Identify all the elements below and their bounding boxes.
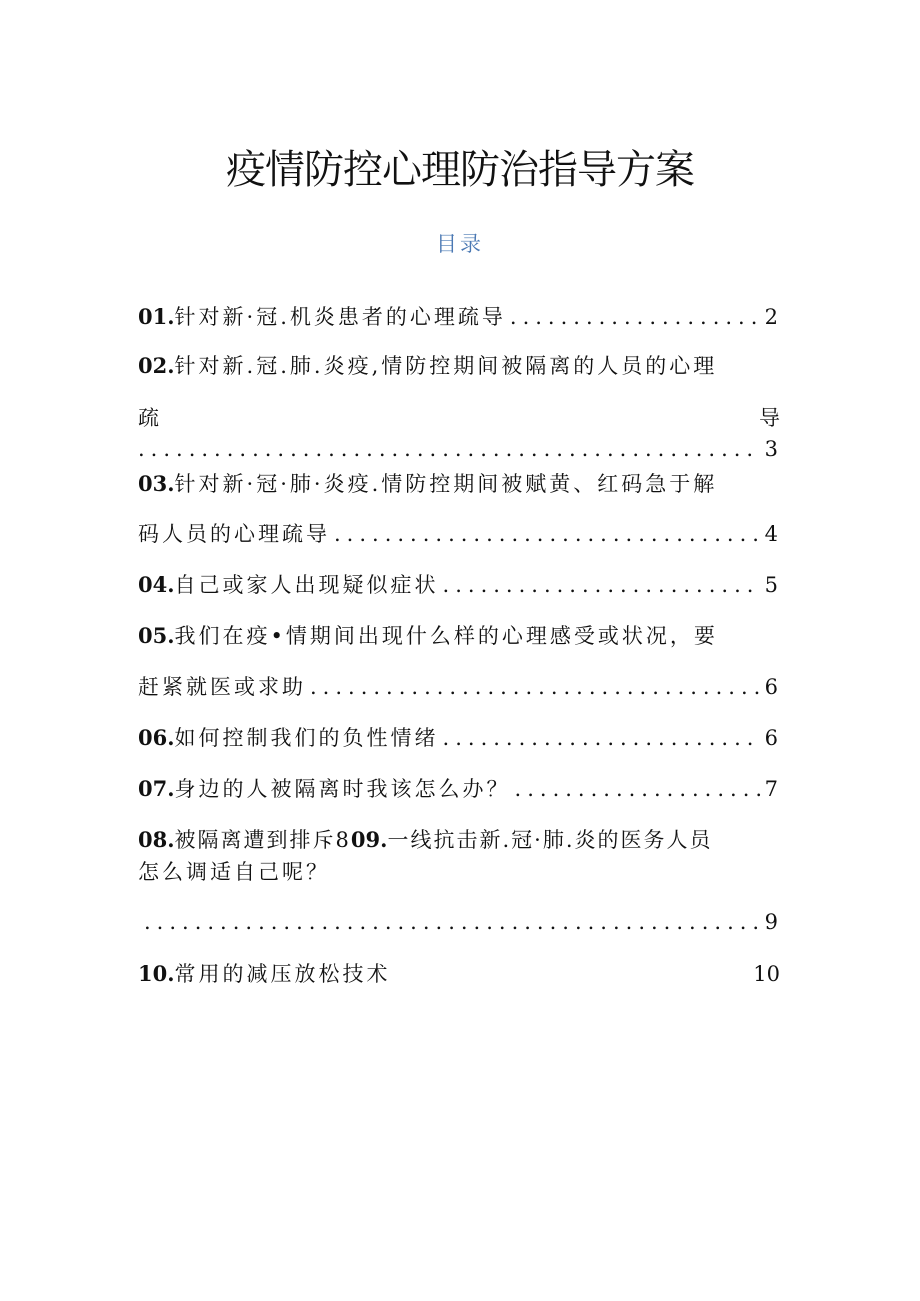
leader-dots <box>515 773 761 805</box>
entry-number: 10. <box>138 961 175 986</box>
entry-number-09: 09. <box>350 827 388 852</box>
entry-text: 针对新·冠.机炎患者的心理疏导 <box>174 305 506 329</box>
toc-entry-06[interactable] <box>138 722 778 754</box>
entry-number: 02. <box>138 353 175 378</box>
entry-text: 身边的人被隔离时我该怎么办？ <box>174 777 511 801</box>
entry-text: 我们在疫•情期间出现什么样的心理感受或状况，要 <box>174 624 718 648</box>
leader-dots <box>138 433 761 465</box>
entry-text: 被隔离遭到排斥8 <box>174 828 351 852</box>
entry-text-cont: 码人员的心理疏导 <box>138 522 330 546</box>
entry-number: 06. <box>138 725 175 750</box>
page-number: 6 <box>764 675 778 699</box>
toc-entry-05-cont <box>138 671 778 703</box>
entry-text-09: 一线抗击新.冠·肺.炎的医务人员 <box>387 828 713 852</box>
entry-text-cont: 怎么调适自己呢？ <box>138 860 330 884</box>
toc-entry-10[interactable] <box>138 958 778 990</box>
toc-heading: 目录 <box>436 232 484 256</box>
entry-number: 01. <box>138 304 175 329</box>
toc-entry-05[interactable] <box>138 620 778 652</box>
entry-number: 04. <box>138 572 175 597</box>
entry-text-cont-left: 疏 <box>138 406 162 430</box>
page-number: 3 <box>764 437 778 461</box>
entry-text: 针对新·冠·肺·炎疫.情防控期间被赋黄、红码急于解 <box>174 472 718 496</box>
toc-entry-09-dots <box>138 906 778 938</box>
page-number: 7 <box>764 777 778 801</box>
leader-dots <box>334 518 761 550</box>
toc-entry-02-cont <box>138 402 778 434</box>
toc-entry-04[interactable] <box>138 569 778 601</box>
document-title: 疫情防控心理防治指导方案 <box>226 147 694 193</box>
toc-entry-09-cont <box>138 856 778 888</box>
toc-entry-03[interactable] <box>138 468 778 500</box>
toc-entry-08-09[interactable] <box>138 824 778 856</box>
entry-number: 08. <box>138 827 175 852</box>
page-number: 4 <box>764 522 778 546</box>
entry-text-cont-right: 导 <box>759 406 780 430</box>
page-number: 9 <box>764 910 778 934</box>
entry-text: 针对新.冠.肺.炎疫,情防控期间被隔离的人员的心理 <box>174 354 718 378</box>
entry-number: 05. <box>138 623 175 648</box>
page-number: 5 <box>764 573 778 597</box>
leader-dots <box>144 906 761 938</box>
toc-entry-02-dots <box>138 433 778 465</box>
page-number: 10 <box>753 962 780 986</box>
page-number: 2 <box>764 305 778 329</box>
page-number: 6 <box>764 726 778 750</box>
leader-dots <box>443 722 761 754</box>
toc-entry-03-cont <box>138 518 778 550</box>
leader-dots <box>310 671 761 703</box>
entry-text-cont: 赶紧就医或求助 <box>138 675 306 699</box>
entry-text: 自己或家人出现疑似症状 <box>174 573 439 597</box>
entry-number: 03. <box>138 471 175 496</box>
leader-dots <box>510 301 761 333</box>
entry-number: 07. <box>138 776 175 801</box>
toc-entry-02[interactable] <box>138 350 778 382</box>
entry-text: 如何控制我们的负性情绪 <box>174 726 439 750</box>
leader-dots <box>443 569 761 601</box>
toc-entry-07[interactable] <box>138 773 778 805</box>
toc-entry-01[interactable] <box>138 301 778 333</box>
entry-text: 常用的减压放松技术 <box>174 962 391 986</box>
